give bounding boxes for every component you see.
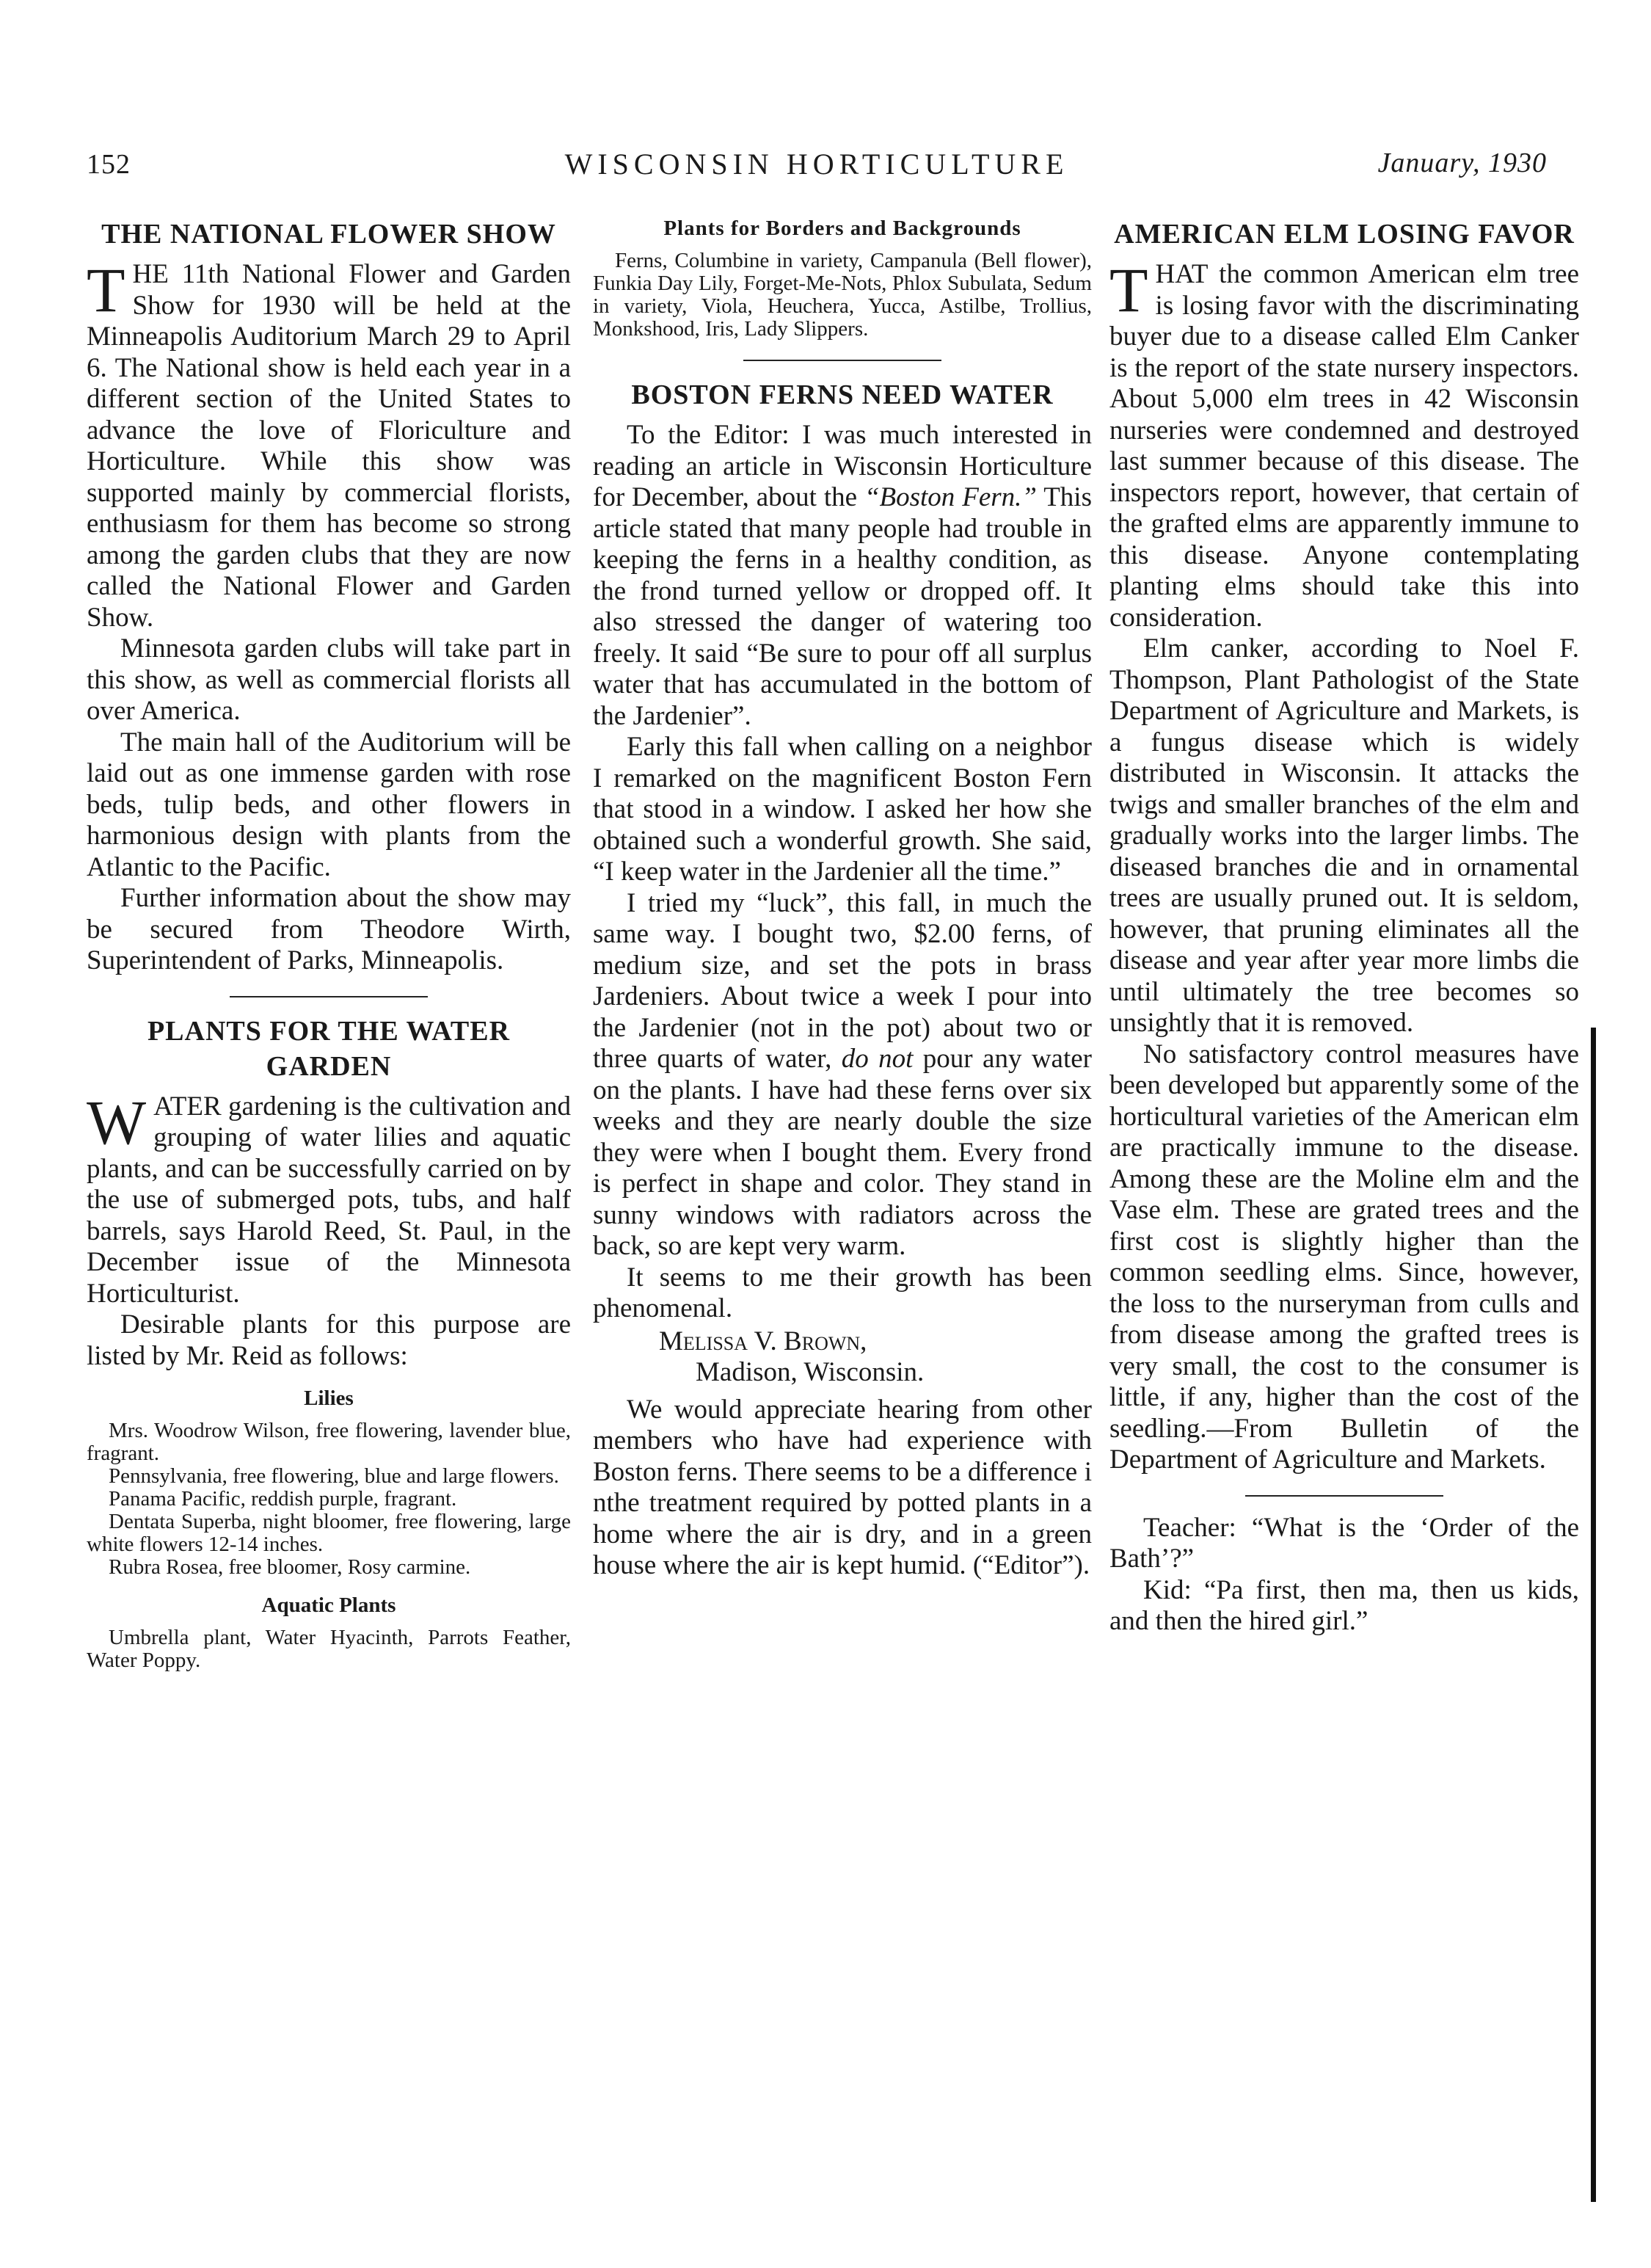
article-heading: BOSTON FERNS NEED WATER <box>631 379 1054 410</box>
article-boston-ferns <box>593 377 1092 1582</box>
paragraph: Desirable plants for this purpose are listed by Mr. Reid as follows: <box>87 1309 571 1371</box>
paragraph: No satisfactory control measures have been developed but apparently some of the horticultural varieties of the American elm are practically immune to the disease. Among these are the Moline elm and the Vase elm. These are grated trees and the first cost is slightly higher than the common seedling elms. Since, however, the loss to the nurseryman from culls and from disease among the grafted trees is very small, the cost to the consumer is little, if any, higher than the cost of the seedling.—From Bulletin of the Department of Agriculture and Markets. <box>1109 1039 1579 1475</box>
list-item: Mrs. Woodrow Wilson, free flowering, lavender blue, fragrant. <box>87 1419 571 1465</box>
subheading-borders: Plants for Borders and Backgrounds <box>663 217 1021 240</box>
article-heading: PLANTS FOR THE WATER GARDEN <box>147 1015 511 1082</box>
paragraph: THE 11th National Flower and Garden Show for 1930 will be held at the Minneapolis Auditorium March 29 to April 6. The National show is held each year in a different section of the United States to advance the love of Floriculture and Horticulture. While this show was supported mainly by commercial florists, enthusiasm for them has become so strong among the garden clubs that they are now called the National Flower and Garden Show. <box>87 255 571 633</box>
column-left <box>87 217 571 1672</box>
running-header <box>87 139 1547 183</box>
issue-date: January, 1930 <box>1377 148 1547 178</box>
journal-title: WISCONSIN HORTICULTURE <box>564 148 1069 181</box>
drop-cap: T <box>87 255 125 325</box>
list-item: Pennsylvania, free flowering, blue and large flowers. <box>109 1464 559 1488</box>
article-flower-show <box>87 217 571 977</box>
article-borders <box>593 217 1092 341</box>
list-item: Umbrella plant, Water Hyacinth, Parrots Feather, Water Poppy. <box>87 1626 571 1672</box>
section-divider <box>743 360 941 361</box>
article-water-garden <box>87 1014 571 1673</box>
paragraph: Ferns, Columbine in variety, Campanula (Bell flower), Funkia Day Lily, Forget-Me-Nots, Phlox Subulata, Sedum in variety, Viola, Heuchera, Yucca, Astilbe, Trollius, Monkshood, Iris, Lady Slippers. <box>593 249 1092 341</box>
paragraph: Elm canker, according to Noel F. Thompson, Plant Pathologist of the State Department of Agriculture and Markets, is a fungus disease which is widely distributed in Wisconsin. It attacks the twigs and smaller branches of the elm and gradually works into the larger limbs. The diseased branches die and in ornamental trees are usually pruned out. It is seldom, however, that pruning eliminates all the disease and year after year more limbs die until ultimately the tree becomes so unsightly that it is removed. <box>1109 633 1579 1038</box>
paragraph: Further information about the show may be secured from Theodore Wirth, Superintendent of Parks, Minneapolis. <box>87 883 571 975</box>
list-item: Rubra Rosea, free bloomer, Rosy carmine. <box>109 1555 471 1579</box>
paragraph: WATER gardening is the cultivation and grouping of water lilies and aquatic plants, and can be successfully carried on by the use of submerged pots, tubs, and half barrels, says Harold Reed, St. Paul, in the December issue of the Minnesota Horticulturist. <box>87 1086 571 1309</box>
drop-cap: T <box>1109 255 1148 325</box>
column-middle <box>593 217 1092 1582</box>
signature-name: Melissa V. Brown, <box>659 1326 867 1356</box>
article-heading: AMERICAN ELM LOSING FAVOR <box>1114 219 1575 250</box>
paragraph: Minnesota garden clubs will take part in this show, as well as commercial florists all over America. <box>87 633 571 726</box>
paragraph: I tried my “luck”, this fall, in much the same way. I bought two, $2.00 ferns, of medium size, and set the pots in brass Jardeniers. About twice a week I pour into the Jardenier (not in the pot) about two or three quarts of water, do not pour any water on the plants. I have had these ferns over six weeks and they are nearly double the size they were when I bought them. Every frond is perfect in shape and color. They stand in sunny windows with radiators across the back, so are kept very warm. <box>593 887 1093 1261</box>
paragraph: Teacher: “What is the ‘Order of the Bath’?” <box>1109 1512 1579 1574</box>
article-elm <box>1109 217 1579 1476</box>
section-divider <box>1245 1495 1443 1497</box>
paragraph: Kid: “Pa first, then ma, then us kids, and then the hired girl.” <box>1109 1574 1579 1636</box>
paragraph: It seems to me their growth has been phenomenal. <box>593 1262 1092 1323</box>
paragraph: To the Editor: I was much interested in reading an article in Wisconsin Horticulture for December, about the “Boston Fern.” This article stated that many people had trouble in keeping the ferns in a healthy condition, as the frond turned yellow or dropped off. It also stressed the danger of watering too freely. It said “Be sure to pour off all surplus water that has accumulated in the bottom of the Jardenier”. <box>593 420 1092 731</box>
drop-cap: W <box>87 1086 147 1157</box>
column-right <box>1109 217 1579 1638</box>
section-divider <box>230 996 428 997</box>
list-item: Dentata Superba, night bloomer, free flowering, large white flowers 12-14 inches. <box>87 1510 571 1556</box>
joke <box>1109 1513 1579 1638</box>
subheading-lilies: Lilies <box>304 1386 354 1410</box>
paragraph: We would appreciate hearing from other members who have had experience with Boston ferns. There seems to be a difference i nthe treatment required by potted plants in a home where the air is dry, and in a green house where the air is kept humid. (“Editor”). <box>593 1394 1092 1580</box>
paragraph: Early this fall when calling on a neighbor I remarked on the magnificent Boston Fern that stood in a window. I asked her how she obtained such a wonderful growth. She said, “I keep water in the Jardenier all the time.” <box>593 732 1092 887</box>
subheading-aquatic-plants: Aquatic Plants <box>261 1593 396 1617</box>
article-heading: THE NATIONAL FLOWER SHOW <box>101 219 556 250</box>
page-number: 152 <box>87 149 131 180</box>
paragraph: THAT the common American elm tree is losing favor with the discriminating buyer due to a disease called Elm Canker is the report of the state nursery inspectors. About 5,000 elm trees in 42 Wisconsin nurseries were condemned and destroyed last summer because of this disease. The inspectors report, however, that certain of the grafted elms are apparently immune to this disease. Anyone contemplating planting elms should take this into consideration. <box>1109 255 1579 633</box>
page-edge-shadow <box>1591 1028 1596 2202</box>
paragraph: The main hall of the Auditorium will be laid out as one immense garden with rose beds, tulip beds, and other flowers in harmonious design with plants from the Atlantic to the Pacific. <box>87 727 571 882</box>
list-item: Panama Pacific, reddish purple, fragrant. <box>109 1487 457 1511</box>
signature-place: Madison, Wisconsin. <box>696 1357 925 1387</box>
